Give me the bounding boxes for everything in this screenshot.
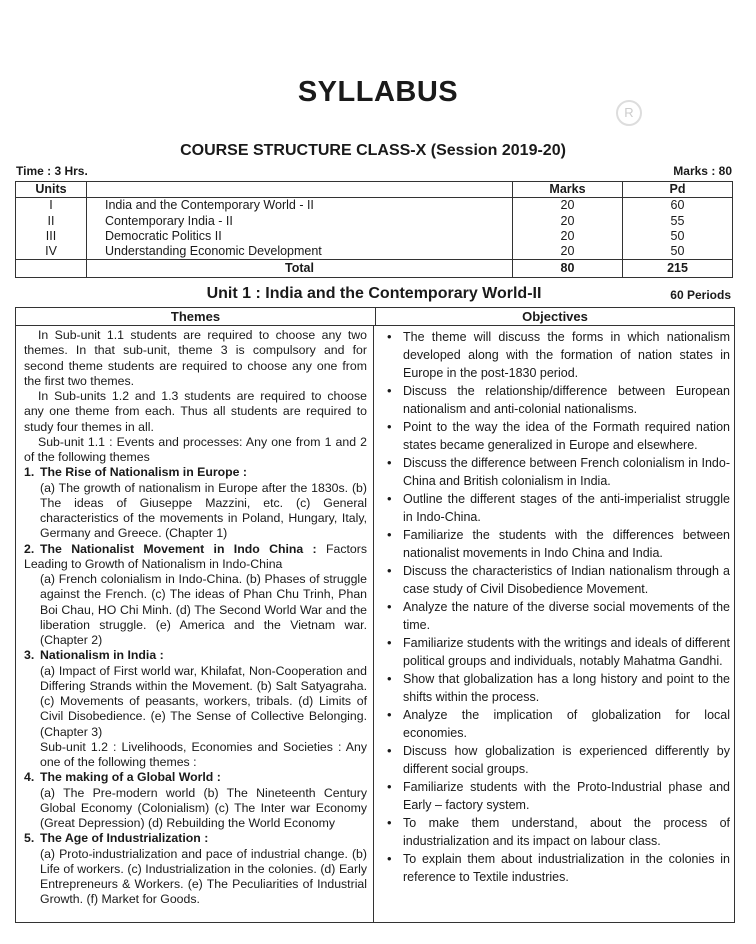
theme-title-tail: Factors Leading to Growth of Nationalism in Indo-China bbox=[24, 541, 367, 571]
unit-periods-cell: 50 bbox=[623, 229, 733, 244]
unit-number: II bbox=[16, 214, 87, 229]
objective-item: • To make them understand, about the process of industrialization and its impact on labour class. bbox=[387, 814, 730, 850]
theme-body: (a) The Pre-modern world (b) The Nineteenth Century Global Economy (Colonialism) (c) The Inter war Economy (Great Depression) (d) Rebuilding the World Economy bbox=[40, 785, 367, 830]
theme-item bbox=[24, 770, 367, 831]
marks-label: Marks : 80 bbox=[673, 164, 732, 178]
theme-body: (a) Proto-industrialization and pace of industrial change. (b) Life of workers. (c) Industrialization in the colonies. (d) Early Entrepreneurs & Workers. (e) The Peculiarities of Industrial Growth. (f) Market for Goods. bbox=[40, 846, 367, 907]
objective-item: • Point to the way the idea of the Formath required nation states became generalized in Europe and elsewhere. bbox=[387, 418, 730, 454]
unit-marks: 20 bbox=[513, 229, 623, 244]
unit-marks: 20 bbox=[513, 244, 623, 260]
total-label: Total bbox=[87, 260, 513, 278]
intro-paragraph: Sub-unit 1.1 : Events and processes: Any one from 1 and 2 of the following themes bbox=[24, 434, 367, 464]
intro-paragraph: In Sub-units 1.2 and 1.3 students are required to choose any one theme from each. Thus all students are required to study four themes in all. bbox=[24, 389, 367, 434]
objective-item: • Outline the different stages of the anti-imperialist struggle in Indo-China. bbox=[387, 490, 730, 526]
unit-name: Understanding Economic Development bbox=[87, 244, 513, 260]
unit-row bbox=[16, 244, 733, 260]
theme-number: 2. bbox=[24, 541, 35, 556]
objective-item: • Familiarize students with the Proto-Industrial phase and Early – factory system. bbox=[387, 778, 730, 814]
theme-title: The making of a Global World : bbox=[40, 770, 221, 785]
objective-item: • Discuss the difference between French colonialism in Indo-China and British colonialism in India. bbox=[387, 454, 730, 490]
unit-periods: 60 Periods bbox=[670, 288, 731, 302]
objective-item: • Discuss the characteristics of Indian nationalism through a case study of Civil Disobedience Movement. bbox=[387, 562, 730, 598]
theme-item bbox=[24, 542, 367, 649]
theme-number: 5. bbox=[24, 831, 35, 846]
theme-number: 4. bbox=[24, 770, 35, 785]
time-label: Time : 3 Hrs. bbox=[16, 164, 88, 178]
col-units: Units bbox=[16, 182, 87, 198]
col-marks: Marks bbox=[513, 182, 623, 198]
theme-title: The Age of Industrialization : bbox=[40, 831, 209, 846]
theme-title: Nationalism in India : bbox=[40, 648, 164, 663]
theme-number: 3. bbox=[24, 648, 35, 663]
theme-number: 1. bbox=[24, 465, 35, 480]
objective-item: • Discuss the relationship/difference between European nationalism and anti-colonial nationalisms. bbox=[387, 382, 730, 418]
objective-item: • Familiarize the students with the differences between nationalist movements in Indo China and India. bbox=[387, 526, 730, 562]
theme-item bbox=[24, 831, 367, 907]
page-title: SYLLABUS bbox=[297, 76, 459, 108]
registered-mark: R bbox=[616, 100, 642, 126]
units-table bbox=[15, 181, 733, 278]
unit-number: III bbox=[16, 229, 87, 244]
objective-item: • The theme will discuss the forms in which nationalism developed along with the formation of nation states in Europe in the post-1830 period. bbox=[387, 328, 730, 382]
theme-title: The Nationalist Movement in Indo China : bbox=[40, 541, 317, 556]
unit-periods-cell: 55 bbox=[623, 214, 733, 229]
unit-name: India and the Contemporary World - II bbox=[87, 198, 513, 214]
theme-body: (a) The growth of nationalism in Europe after the 1830s. (b) The ideas of Giuseppe Mazzini, etc. (c) General characteristics of the movements in Poland, Hungary, Italy, Germany and Greece. (Chapter 1) bbox=[40, 480, 367, 541]
unit-name: Contemporary India - II bbox=[87, 214, 513, 229]
objective-item: • Discuss how globalization is experienced differently by different social groups. bbox=[387, 742, 730, 778]
total-pd: 215 bbox=[623, 260, 733, 278]
unit-table bbox=[15, 307, 735, 923]
objective-item: • Familiarize students with the writings and ideals of different political groups and individuals, notably Mahatma Gandhi. bbox=[387, 634, 730, 670]
col-pd: Pd bbox=[623, 182, 733, 198]
theme-body: (a) Impact of First world war, Khilafat, Non-Cooperation and Differing Strands within the Movement. (b) Salt Satyagraha. (c) Movements of peasants, workers, tribals. (d) Limits of Civil Disobedience. (e) The Sense of Collective Belonging. (Chapter 3) bbox=[40, 663, 367, 739]
objective-item: • To explain them about industrialization in the colonies in reference to Textile industries. bbox=[387, 850, 730, 886]
unit-row bbox=[16, 229, 733, 244]
unit-number: I bbox=[16, 198, 87, 214]
unit-periods-cell: 50 bbox=[623, 244, 733, 260]
sub-unit-note: Sub-unit 1.2 : Livelihoods, Economies and Societies : Any one of the following themes : bbox=[40, 739, 367, 769]
objective-item: • Analyze the nature of the diverse social movements of the time. bbox=[387, 598, 730, 634]
course-structure-heading: COURSE STRUCTURE CLASS-X (Session 2019-20) bbox=[180, 142, 566, 159]
objectives-column bbox=[375, 326, 734, 922]
intro-paragraph: In Sub-unit 1.1 students are required to choose any two themes. In that sub-unit, theme 3 is compulsory and for second theme students are required to choose any one from the first two themes. bbox=[24, 328, 367, 388]
unit-title: Unit 1 : India and the Contemporary World-II bbox=[206, 285, 542, 302]
unit-row bbox=[16, 198, 733, 214]
unit-marks: 20 bbox=[513, 198, 623, 214]
unit-marks: 20 bbox=[513, 214, 623, 229]
unit-row bbox=[16, 214, 733, 229]
total-row bbox=[16, 260, 733, 278]
objective-item: • Show that globalization has a long history and point to the shifts within the process. bbox=[387, 670, 730, 706]
unit-periods-cell: 60 bbox=[623, 198, 733, 214]
units-table-header bbox=[16, 182, 733, 198]
themes-column bbox=[16, 326, 374, 922]
total-marks: 80 bbox=[513, 260, 623, 278]
theme-item bbox=[24, 465, 367, 541]
col-name bbox=[87, 182, 513, 198]
theme-title: The Rise of Nationalism in Europe : bbox=[40, 465, 248, 480]
unit-number: IV bbox=[16, 244, 87, 260]
themes-header: Themes bbox=[16, 308, 376, 326]
theme-item bbox=[24, 648, 367, 770]
objective-item: • Analyze the implication of globalization for local economies. bbox=[387, 706, 730, 742]
objectives-header: Objectives bbox=[376, 308, 734, 326]
unit-name: Democratic Politics II bbox=[87, 229, 513, 244]
theme-body: (a) French colonialism in Indo-China. (b) Phases of struggle against the French. (c) The ideas of Phan Chu Trinh, Phan Boi Chau, HO Chi Minh. (d) The Second World War and the liberation struggle. (e) America and the Vietnam war. (Chapter 2) bbox=[40, 572, 367, 647]
